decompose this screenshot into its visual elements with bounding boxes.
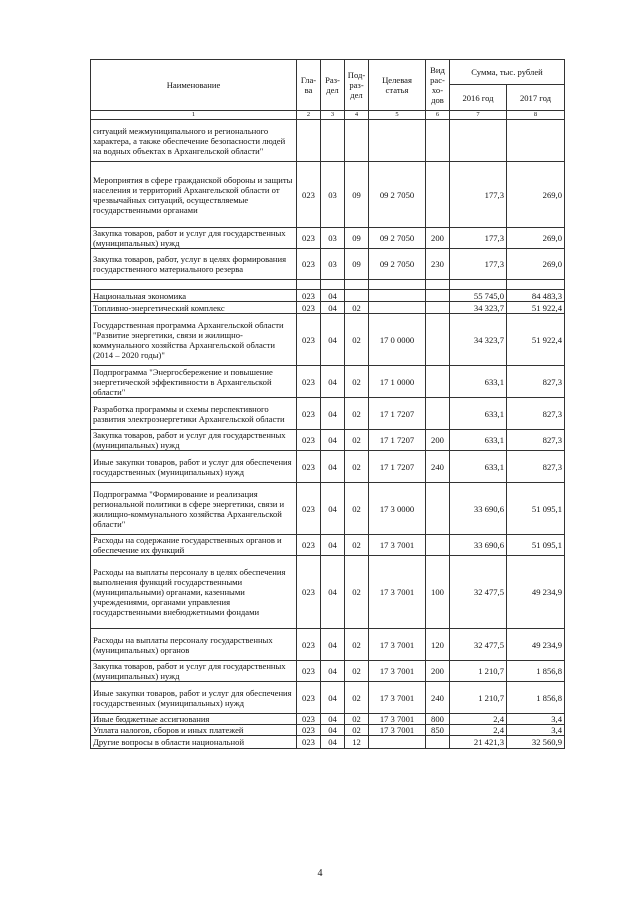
row-razdel: 03 bbox=[321, 162, 345, 228]
row-vid: 240 bbox=[426, 682, 450, 714]
index-cell: 4 bbox=[345, 111, 369, 120]
row-glava: 023 bbox=[297, 682, 321, 714]
table-row bbox=[91, 682, 565, 714]
row-vid: 800 bbox=[426, 714, 450, 725]
row-podrazdel bbox=[345, 280, 369, 290]
row-vid bbox=[426, 535, 450, 556]
row-vid: 850 bbox=[426, 725, 450, 736]
row-statya: 17 1 7207 bbox=[369, 451, 426, 483]
row-glava: 023 bbox=[297, 451, 321, 483]
row-podrazdel: 02 bbox=[345, 366, 369, 398]
row-sum-2017: 49 234,9 bbox=[507, 629, 565, 661]
row-vid: 200 bbox=[426, 430, 450, 451]
row-sum-2016 bbox=[450, 280, 507, 290]
row-sum-2017 bbox=[507, 120, 565, 162]
row-sum-2016: 633,1 bbox=[450, 451, 507, 483]
row-glava: 023 bbox=[297, 483, 321, 535]
row-podrazdel: 09 bbox=[345, 249, 369, 280]
row-razdel: 04 bbox=[321, 430, 345, 451]
table-row bbox=[91, 483, 565, 535]
row-glava: 023 bbox=[297, 398, 321, 430]
row-glava bbox=[297, 280, 321, 290]
row-sum-2016: 32 477,5 bbox=[450, 556, 507, 629]
row-vid: 230 bbox=[426, 249, 450, 280]
row-name: Расходы на содержание государственных органов и обеспечение их функций bbox=[91, 535, 297, 556]
row-name: Расходы на выплаты персоналу государственных (муниципальных) органов bbox=[91, 629, 297, 661]
index-cell: 5 bbox=[369, 111, 426, 120]
row-sum-2016: 633,1 bbox=[450, 430, 507, 451]
row-podrazdel: 02 bbox=[345, 314, 369, 366]
row-sum-2017: 3,4 bbox=[507, 714, 565, 725]
row-vid: 200 bbox=[426, 228, 450, 249]
table-row bbox=[91, 366, 565, 398]
row-statya: 17 3 7001 bbox=[369, 535, 426, 556]
row-statya bbox=[369, 290, 426, 302]
row-statya: 09 2 7050 bbox=[369, 162, 426, 228]
table-row bbox=[91, 398, 565, 430]
row-sum-2017: 32 560,9 bbox=[507, 736, 565, 749]
row-name: Иные бюджетные ассигнования bbox=[91, 714, 297, 725]
header-statya: Целевая статья bbox=[369, 60, 426, 111]
row-vid bbox=[426, 736, 450, 749]
row-vid bbox=[426, 483, 450, 535]
row-sum-2017: 269,0 bbox=[507, 228, 565, 249]
row-sum-2016 bbox=[450, 120, 507, 162]
row-razdel: 04 bbox=[321, 661, 345, 682]
header-glava: Гла- ва bbox=[297, 60, 321, 111]
row-vid bbox=[426, 280, 450, 290]
row-podrazdel bbox=[345, 290, 369, 302]
row-name: Другие вопросы в области национальной bbox=[91, 736, 297, 749]
row-name: Закупка товаров, работ и услуг для государственных (муниципальных) нужд bbox=[91, 430, 297, 451]
row-glava: 023 bbox=[297, 162, 321, 228]
row-statya: 17 3 7001 bbox=[369, 556, 426, 629]
row-sum-2017: 827,3 bbox=[507, 451, 565, 483]
row-podrazdel: 09 bbox=[345, 228, 369, 249]
row-statya: 17 3 7001 bbox=[369, 682, 426, 714]
row-sum-2017: 49 234,9 bbox=[507, 556, 565, 629]
row-sum-2017: 84 483,3 bbox=[507, 290, 565, 302]
row-name: Иные закупки товаров, работ и услуг для обеспечения государственных (муниципальных) нужд bbox=[91, 451, 297, 483]
row-razdel bbox=[321, 120, 345, 162]
row-sum-2016: 21 421,3 bbox=[450, 736, 507, 749]
row-podrazdel: 02 bbox=[345, 398, 369, 430]
row-glava: 023 bbox=[297, 736, 321, 749]
row-razdel: 04 bbox=[321, 398, 345, 430]
row-podrazdel: 02 bbox=[345, 725, 369, 736]
row-podrazdel: 02 bbox=[345, 629, 369, 661]
row-name: Закупка товаров, работ и услуг для государственных (муниципальных) нужд bbox=[91, 228, 297, 249]
row-glava: 023 bbox=[297, 314, 321, 366]
row-razdel: 04 bbox=[321, 290, 345, 302]
table-row bbox=[91, 162, 565, 228]
row-sum-2017 bbox=[507, 280, 565, 290]
table-row bbox=[91, 290, 565, 302]
row-glava: 023 bbox=[297, 629, 321, 661]
index-cell: 6 bbox=[426, 111, 450, 120]
row-glava: 023 bbox=[297, 556, 321, 629]
row-glava: 023 bbox=[297, 228, 321, 249]
index-cell: 8 bbox=[507, 111, 565, 120]
row-sum-2017: 827,3 bbox=[507, 398, 565, 430]
row-name: Государственная программа Архангельской области "Развитие энергетики, связи и жилищно-коммунального хозяйства Архангельской области (2014 – 2020 годы)" bbox=[91, 314, 297, 366]
table-row bbox=[91, 302, 565, 314]
row-sum-2017: 1 856,8 bbox=[507, 682, 565, 714]
row-razdel: 04 bbox=[321, 725, 345, 736]
row-statya: 17 3 7001 bbox=[369, 714, 426, 725]
row-sum-2016: 33 690,6 bbox=[450, 535, 507, 556]
row-sum-2016: 2,4 bbox=[450, 725, 507, 736]
table-row bbox=[91, 228, 565, 249]
row-name: ситуаций межмуниципального и регионального характера, а также обеспечение безопасности людей на водных объектах в Архангельской области" bbox=[91, 120, 297, 162]
row-sum-2016: 633,1 bbox=[450, 398, 507, 430]
index-cell: 3 bbox=[321, 111, 345, 120]
row-sum-2016: 1 210,7 bbox=[450, 661, 507, 682]
row-sum-2016: 633,1 bbox=[450, 366, 507, 398]
index-cell: 7 bbox=[450, 111, 507, 120]
row-podrazdel: 02 bbox=[345, 556, 369, 629]
row-sum-2017: 269,0 bbox=[507, 162, 565, 228]
row-sum-2017: 1 856,8 bbox=[507, 661, 565, 682]
row-podrazdel: 12 bbox=[345, 736, 369, 749]
row-sum-2017: 51 095,1 bbox=[507, 483, 565, 535]
header-name: Наименование bbox=[91, 60, 297, 111]
header-vid: Вид рас- хо- дов bbox=[426, 60, 450, 111]
header-2016: 2016 год bbox=[450, 85, 507, 111]
row-sum-2016: 177,3 bbox=[450, 162, 507, 228]
row-statya bbox=[369, 736, 426, 749]
row-razdel: 04 bbox=[321, 736, 345, 749]
budget-table bbox=[90, 59, 565, 749]
row-name: Топливно-энергетический комплекс bbox=[91, 302, 297, 314]
row-sum-2017: 3,4 bbox=[507, 725, 565, 736]
row-podrazdel: 02 bbox=[345, 451, 369, 483]
row-sum-2016: 177,3 bbox=[450, 249, 507, 280]
row-razdel: 04 bbox=[321, 302, 345, 314]
row-sum-2016: 55 745,0 bbox=[450, 290, 507, 302]
row-podrazdel: 02 bbox=[345, 714, 369, 725]
row-razdel: 04 bbox=[321, 682, 345, 714]
row-podrazdel: 02 bbox=[345, 430, 369, 451]
table-row bbox=[91, 535, 565, 556]
row-sum-2017: 51 922,4 bbox=[507, 314, 565, 366]
row-statya: 17 0 0000 bbox=[369, 314, 426, 366]
header-2017: 2017 год bbox=[507, 85, 565, 111]
table-row bbox=[91, 249, 565, 280]
row-sum-2017: 827,3 bbox=[507, 366, 565, 398]
row-vid bbox=[426, 162, 450, 228]
row-razdel bbox=[321, 280, 345, 290]
row-sum-2016: 32 477,5 bbox=[450, 629, 507, 661]
row-sum-2016: 34 323,7 bbox=[450, 302, 507, 314]
row-name: Уплата налогов, сборов и иных платежей bbox=[91, 725, 297, 736]
row-vid: 120 bbox=[426, 629, 450, 661]
row-name: Подпрограмма "Энергосбережение и повышение энергетической эффективности в Архангельской области" bbox=[91, 366, 297, 398]
row-statya: 17 1 7207 bbox=[369, 398, 426, 430]
row-razdel: 04 bbox=[321, 483, 345, 535]
row-glava: 023 bbox=[297, 302, 321, 314]
row-glava bbox=[297, 120, 321, 162]
row-sum-2016: 177,3 bbox=[450, 228, 507, 249]
row-vid bbox=[426, 398, 450, 430]
row-name: Национальная экономика bbox=[91, 290, 297, 302]
row-name: Мероприятия в сфере гражданской обороны и защиты населения и территорий Архангельской области от чрезвычайных ситуаций, осуществляемые государственными органами bbox=[91, 162, 297, 228]
table-header bbox=[91, 60, 565, 120]
row-sum-2016: 33 690,6 bbox=[450, 483, 507, 535]
table-row bbox=[91, 314, 565, 366]
row-statya: 17 3 7001 bbox=[369, 725, 426, 736]
table-row bbox=[91, 556, 565, 629]
table-row bbox=[91, 661, 565, 682]
row-name: Закупка товаров, работ, услуг в целях формирования государственного материального резерва bbox=[91, 249, 297, 280]
row-statya bbox=[369, 302, 426, 314]
row-name: Закупка товаров, работ и услуг для государственных (муниципальных) нужд bbox=[91, 661, 297, 682]
row-statya bbox=[369, 280, 426, 290]
row-razdel: 04 bbox=[321, 314, 345, 366]
table-row bbox=[91, 451, 565, 483]
row-statya: 09 2 7050 bbox=[369, 228, 426, 249]
row-podrazdel: 02 bbox=[345, 302, 369, 314]
row-vid bbox=[426, 366, 450, 398]
row-razdel: 04 bbox=[321, 535, 345, 556]
index-cell: 1 bbox=[91, 111, 297, 120]
row-podrazdel: 02 bbox=[345, 682, 369, 714]
row-glava: 023 bbox=[297, 535, 321, 556]
header-razdel: Раз- дел bbox=[321, 60, 345, 111]
table-row bbox=[91, 280, 565, 290]
row-podrazdel bbox=[345, 120, 369, 162]
row-glava: 023 bbox=[297, 725, 321, 736]
row-sum-2016: 2,4 bbox=[450, 714, 507, 725]
column-index-row bbox=[91, 111, 565, 120]
table-row bbox=[91, 736, 565, 749]
row-name: Разработка программы и схемы перспективного развития электроэнергетики Архангельской области bbox=[91, 398, 297, 430]
row-sum-2017: 51 095,1 bbox=[507, 535, 565, 556]
row-glava: 023 bbox=[297, 430, 321, 451]
row-vid: 200 bbox=[426, 661, 450, 682]
table-row bbox=[91, 714, 565, 725]
row-statya: 17 3 7001 bbox=[369, 629, 426, 661]
table-row bbox=[91, 120, 565, 162]
row-razdel: 03 bbox=[321, 249, 345, 280]
index-cell: 2 bbox=[297, 111, 321, 120]
row-glava: 023 bbox=[297, 714, 321, 725]
row-name bbox=[91, 280, 297, 290]
row-glava: 023 bbox=[297, 366, 321, 398]
page-number: 4 bbox=[317, 868, 323, 879]
row-sum-2017: 51 922,4 bbox=[507, 302, 565, 314]
row-vid bbox=[426, 120, 450, 162]
row-sum-2017: 269,0 bbox=[507, 249, 565, 280]
row-razdel: 04 bbox=[321, 451, 345, 483]
row-statya: 17 1 7207 bbox=[369, 430, 426, 451]
row-glava: 023 bbox=[297, 661, 321, 682]
row-vid bbox=[426, 290, 450, 302]
header-summa: Сумма, тыс. рублей bbox=[450, 60, 565, 85]
table-row bbox=[91, 430, 565, 451]
row-sum-2016: 34 323,7 bbox=[450, 314, 507, 366]
row-podrazdel: 02 bbox=[345, 483, 369, 535]
row-name: Иные закупки товаров, работ и услуг для обеспечения государственных (муниципальных) нужд bbox=[91, 682, 297, 714]
row-sum-2017: 827,3 bbox=[507, 430, 565, 451]
row-statya: 17 3 7001 bbox=[369, 661, 426, 682]
row-podrazdel: 09 bbox=[345, 162, 369, 228]
row-statya: 17 3 0000 bbox=[369, 483, 426, 535]
row-name: Расходы на выплаты персоналу в целях обеспечения выполнения функций государственными (муниципальными) органами, казенными учреждениями, органами управления государственными внебюджетными фондами bbox=[91, 556, 297, 629]
row-statya bbox=[369, 120, 426, 162]
row-podrazdel: 02 bbox=[345, 661, 369, 682]
row-statya: 09 2 7050 bbox=[369, 249, 426, 280]
row-podrazdel: 02 bbox=[345, 535, 369, 556]
table-body bbox=[91, 120, 565, 749]
row-razdel: 04 bbox=[321, 629, 345, 661]
row-razdel: 04 bbox=[321, 714, 345, 725]
row-razdel: 03 bbox=[321, 228, 345, 249]
row-glava: 023 bbox=[297, 290, 321, 302]
table-row bbox=[91, 725, 565, 736]
row-vid bbox=[426, 314, 450, 366]
row-razdel: 04 bbox=[321, 366, 345, 398]
table-row bbox=[91, 629, 565, 661]
row-name: Подпрограмма "Формирование и реализация региональной политики в сфере энергетики, связи и жилищно-коммунального хозяйства Архангельской области" bbox=[91, 483, 297, 535]
row-razdel: 04 bbox=[321, 556, 345, 629]
row-sum-2016: 1 210,7 bbox=[450, 682, 507, 714]
row-vid: 240 bbox=[426, 451, 450, 483]
row-statya: 17 1 0000 bbox=[369, 366, 426, 398]
row-vid: 100 bbox=[426, 556, 450, 629]
row-glava: 023 bbox=[297, 249, 321, 280]
header-podrazdel: Под- раз- дел bbox=[345, 60, 369, 111]
row-vid bbox=[426, 302, 450, 314]
